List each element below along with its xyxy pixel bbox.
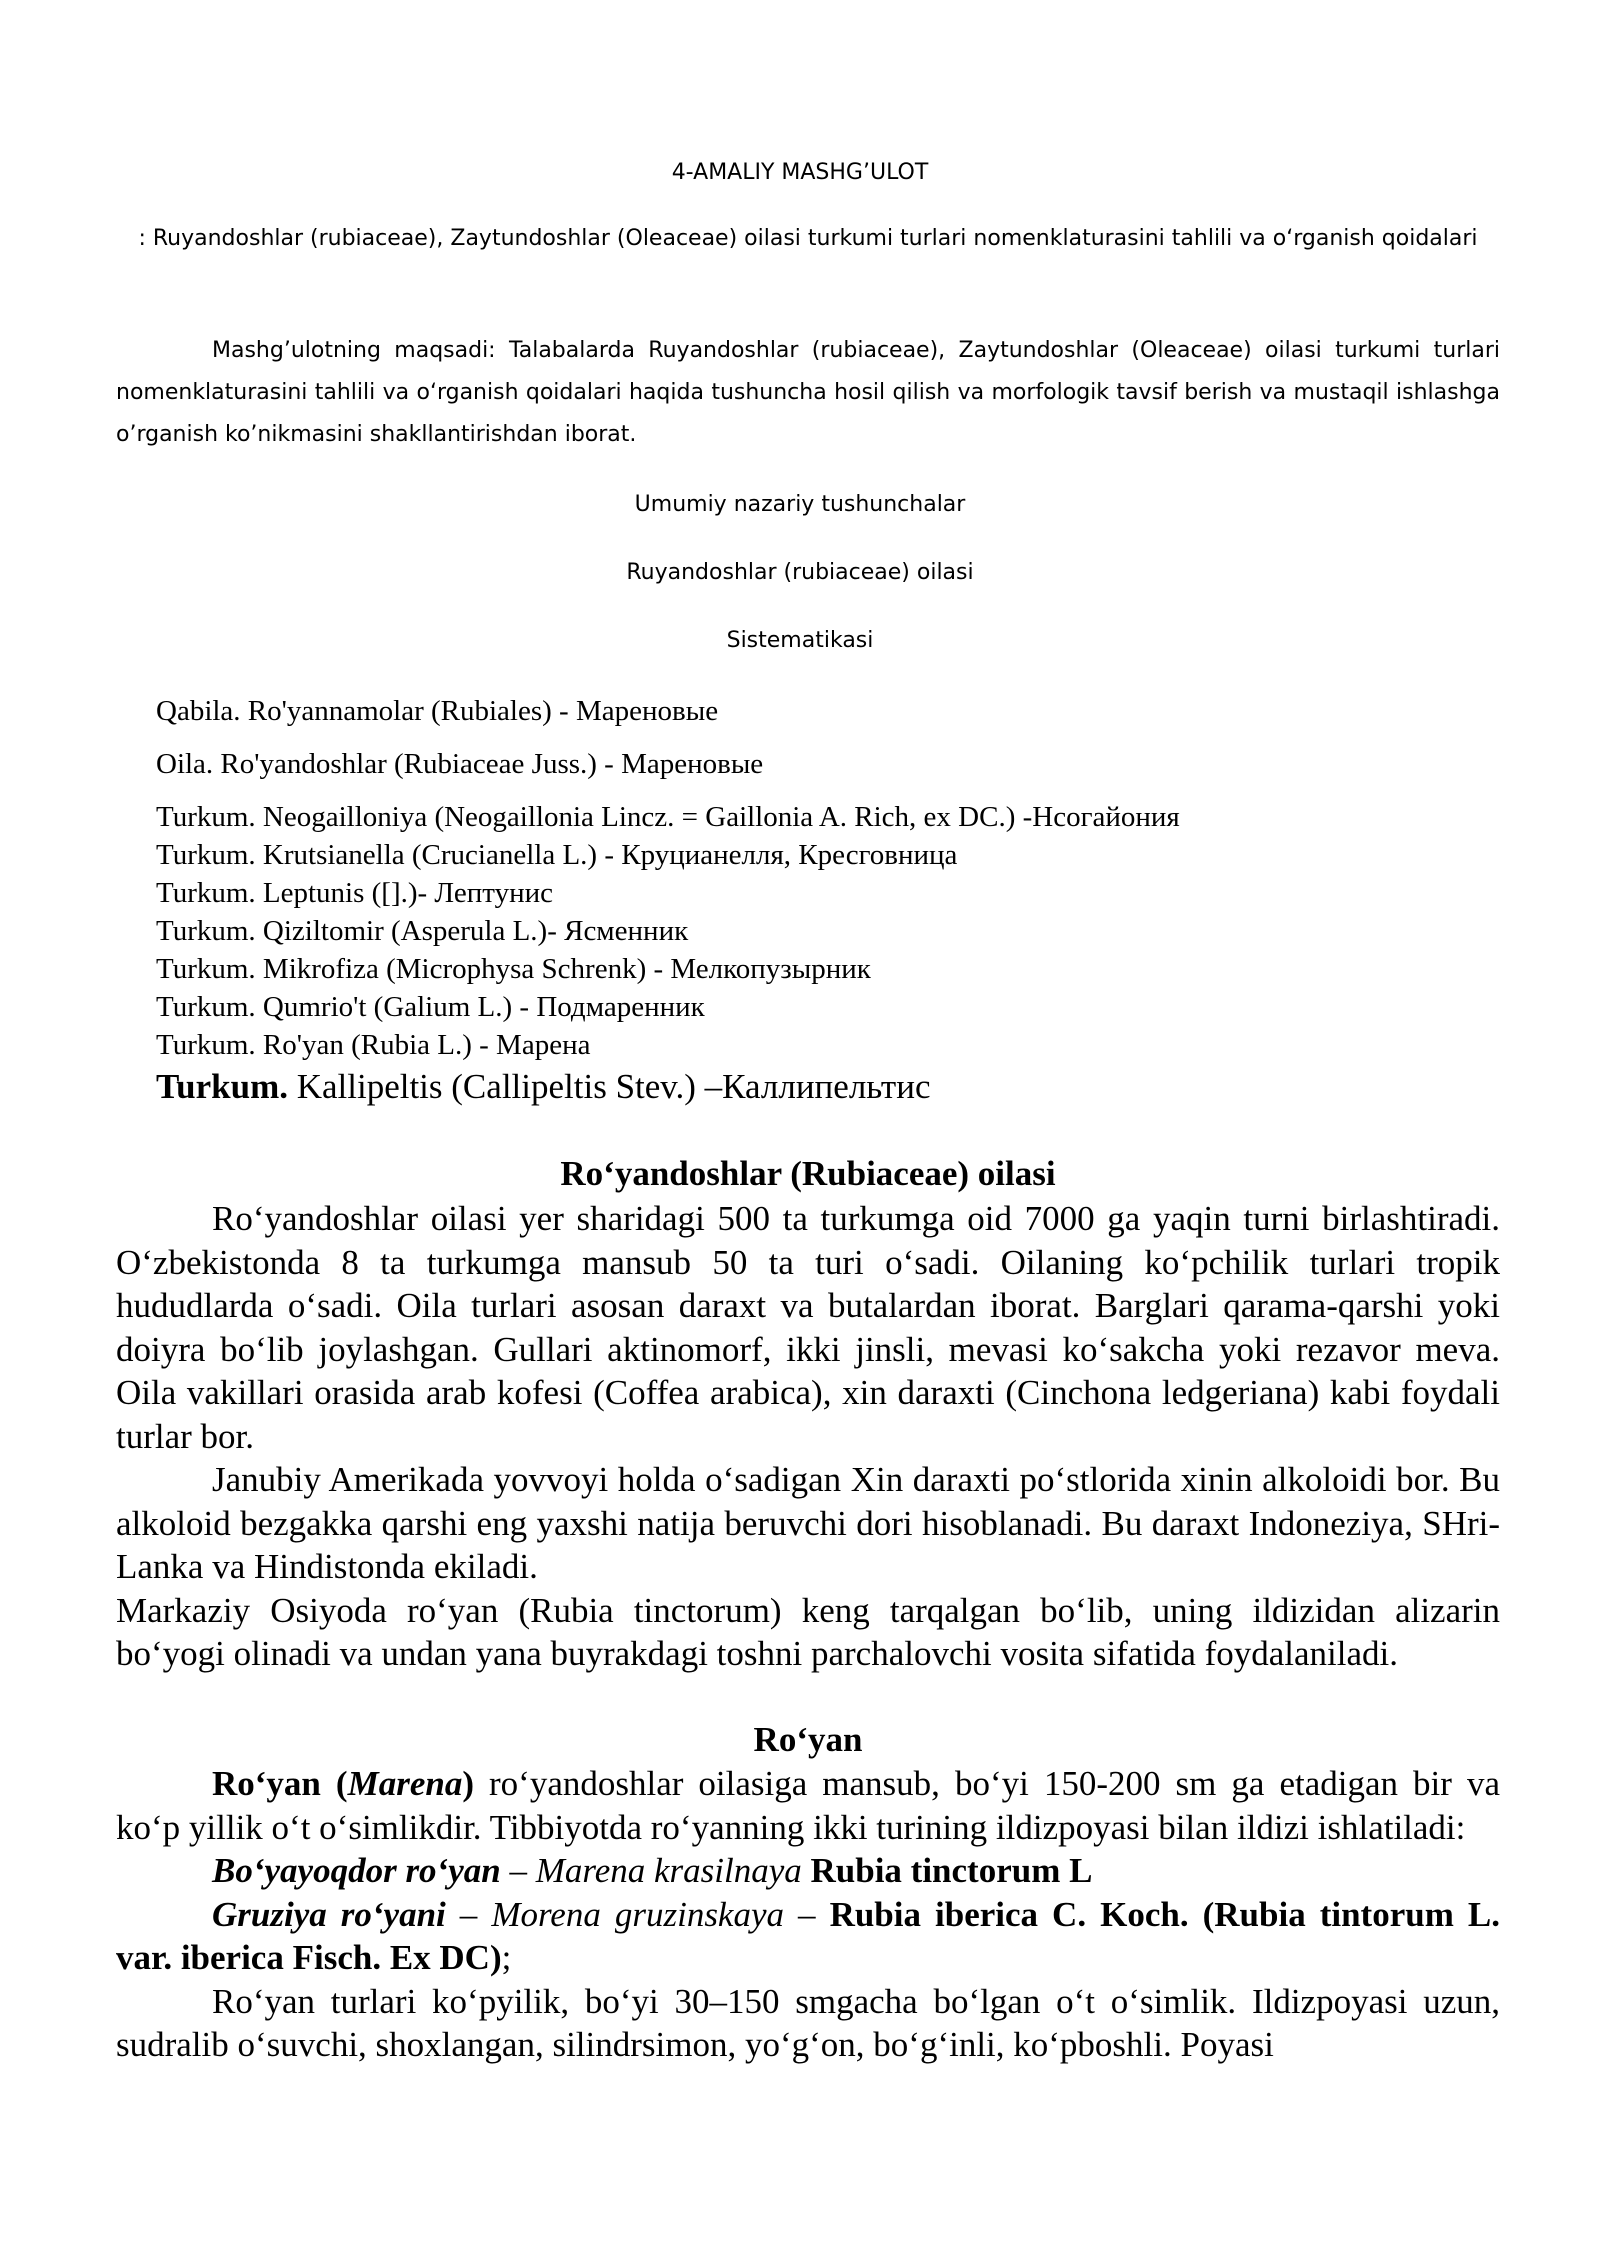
species-name-ru: – Marena krasilnaya [500,1851,811,1890]
topic-line: : Ruyandoshlar (rubiaceae), Zaytundoshlar (Oleaceae) oilasi turkumi turlari nomenklaturasini tahlili va o‘rganish qoidalari [138,226,1478,251]
species-line [116,1893,1500,1980]
bold-text: ) [462,1764,474,1803]
separator: – [784,1894,830,1934]
genus-label: Turkum. [156,1067,288,1106]
document-title: 4-AMALIY MASHG’ULOT [671,160,929,185]
genus-list [156,798,1180,1064]
paragraph: Markaziy Osiyoda ro‘yan (Rubia tinctorum) keng tarqalgan bo‘lib, uning ildizidan alizarin bo‘yogi olinadi va undan yana buyrakdagi toshni parchalovchi vosita sifatida foydalaniladi. [116,1590,1500,1673]
genus-item: Turkum. Mikrofiza (Microphysa Schrenk) - Мелкопузырник [156,953,871,985]
punctuation: ; [501,1938,512,1977]
bold-text: Ro‘yan ( [212,1764,348,1803]
heading-systematics: Sistematikasi [726,628,874,653]
species-name-ru: – Morena gruzinskaya [445,1894,785,1934]
genus-item: Turkum. Qumrio't (Galium L.) - Подмаренник [156,991,705,1023]
taxonomy-order: Qabila. Ro'yannamolar (Rubiales) - Мареновые [156,695,719,727]
aim-paragraph: Mashg’ulotning maqsadi: Talabalarda Ruyandoshlar (rubiaceae), Zaytundoshlar (Oleaceae) oilasi turkumi turlari nomenklaturasini tahlili va o‘rganish qoidalari haqida tushuncha hosil qilish va morfologik tavsif berish va mustaqil ishlashga o’rganish ko’nikmasini shakllantirishdan iborat. [116,338,1500,447]
bold-italic-text: Marena [347,1764,463,1803]
species-line [116,1849,1500,1893]
genus-item-last [156,1064,930,1110]
genus-item: Turkum. Krutsianella (Crucianella L.) - Круцианелля, Кресговница [156,839,958,871]
species-name-latin: Rubia iberica C. Koch. (Rubia tintorum L. var. iberica Fisch. Ex DC) [116,1894,1500,1977]
genus-item: Turkum. Ro'yan (Rubia L.) - Марена [156,1029,591,1061]
taxonomy-family: Oila. Ro'yandoshlar (Rubiaceae Juss.) - Мареновые [156,748,764,780]
species-name-uz: Bo‘yayoqdor ro‘yan [212,1851,501,1890]
genus-text: Kallipeltis (Callipeltis Stev.) –Каллипельтис [287,1067,931,1106]
heading-family: Ruyandoshlar (rubiaceae) oilasi [626,560,974,585]
species-name-uz: Gruziya ro‘yani [212,1894,446,1934]
paragraph: Ro‘yandoshlar oilasi yer sharidagi 500 ta turkumga oid 7000 ga yaqin turni birlashtiradi. O‘zbekistonda 8 ta turkumga mansub 50 ta turi o‘sadi. Oilaning ko‘pchilik turlari tropik hududlarda o‘sadi. Oila turlari asosan daraxt va butalardan iborat. Barglari qarama-qarshi yoki doiyra bo‘lib joylashgan. Gullari aktinomorf, ikki jinsli, mevasi ko‘sakcha yoki rezavor meva. Oila vakillari orasida arab kofesi (Coffea arabica), xin daraxti (Cinchona ledgeriana) kabi foydali turlar bor. [116,1199,1500,1456]
genus-item: Turkum. Qiziltomir (Asperula L.)- Ясменник [156,915,689,947]
section-body [116,1197,1500,1676]
subsection-body [116,1762,1500,2067]
genus-item: Turkum. Leptunis ([].)- Лептунис [156,877,553,909]
species-name-latin: Rubia tinctorum L [810,1851,1093,1890]
paragraph-text: ro‘yandoshlar oilasiga mansub, bo‘yi 150-200 sm ga etadigan bir va ko‘p yillik o‘t o‘simlikdir. Tibbiyotda ro‘yanning ikki turining ildizpoyasi bilan ildizi ishlatiladi: [116,1764,1500,1847]
subsection-title: Ro‘yan [753,1720,863,1759]
section-title: Ro‘yandoshlar (Rubiaceae) oilasi [560,1154,1056,1193]
paragraph: Janubiy Amerikada yovvoyi holda o‘sadigan Xin daraxti po‘stlorida xinin alkoloidi bor. Bu alkoloid bezgakka qarshi eng yaxshi natija beruvchi dori hisoblanadi. Bu daraxt Indoneziya, SHri-Lanka va Hindistonda ekiladi. [116,1460,1500,1586]
genus-item: Turkum. Neogailloniya (Neogaillonia Lincz. = Gaillonia A. Rich, ex DC.) -Нсогайония [156,801,1180,833]
paragraph [116,1762,1500,1849]
heading-general: Umumiy nazariy tushunchalar [634,492,966,517]
paragraph: Ro‘yan turlari ko‘pyilik, bo‘yi 30–150 smgacha bo‘lgan o‘t o‘simlik. Ildizpoyasi uzun, sudralib o‘suvchi, shoxlangan, silindrsimon, yo‘g‘on, bo‘g‘inli, ko‘pboshli. Poyasi [116,1981,1500,2064]
